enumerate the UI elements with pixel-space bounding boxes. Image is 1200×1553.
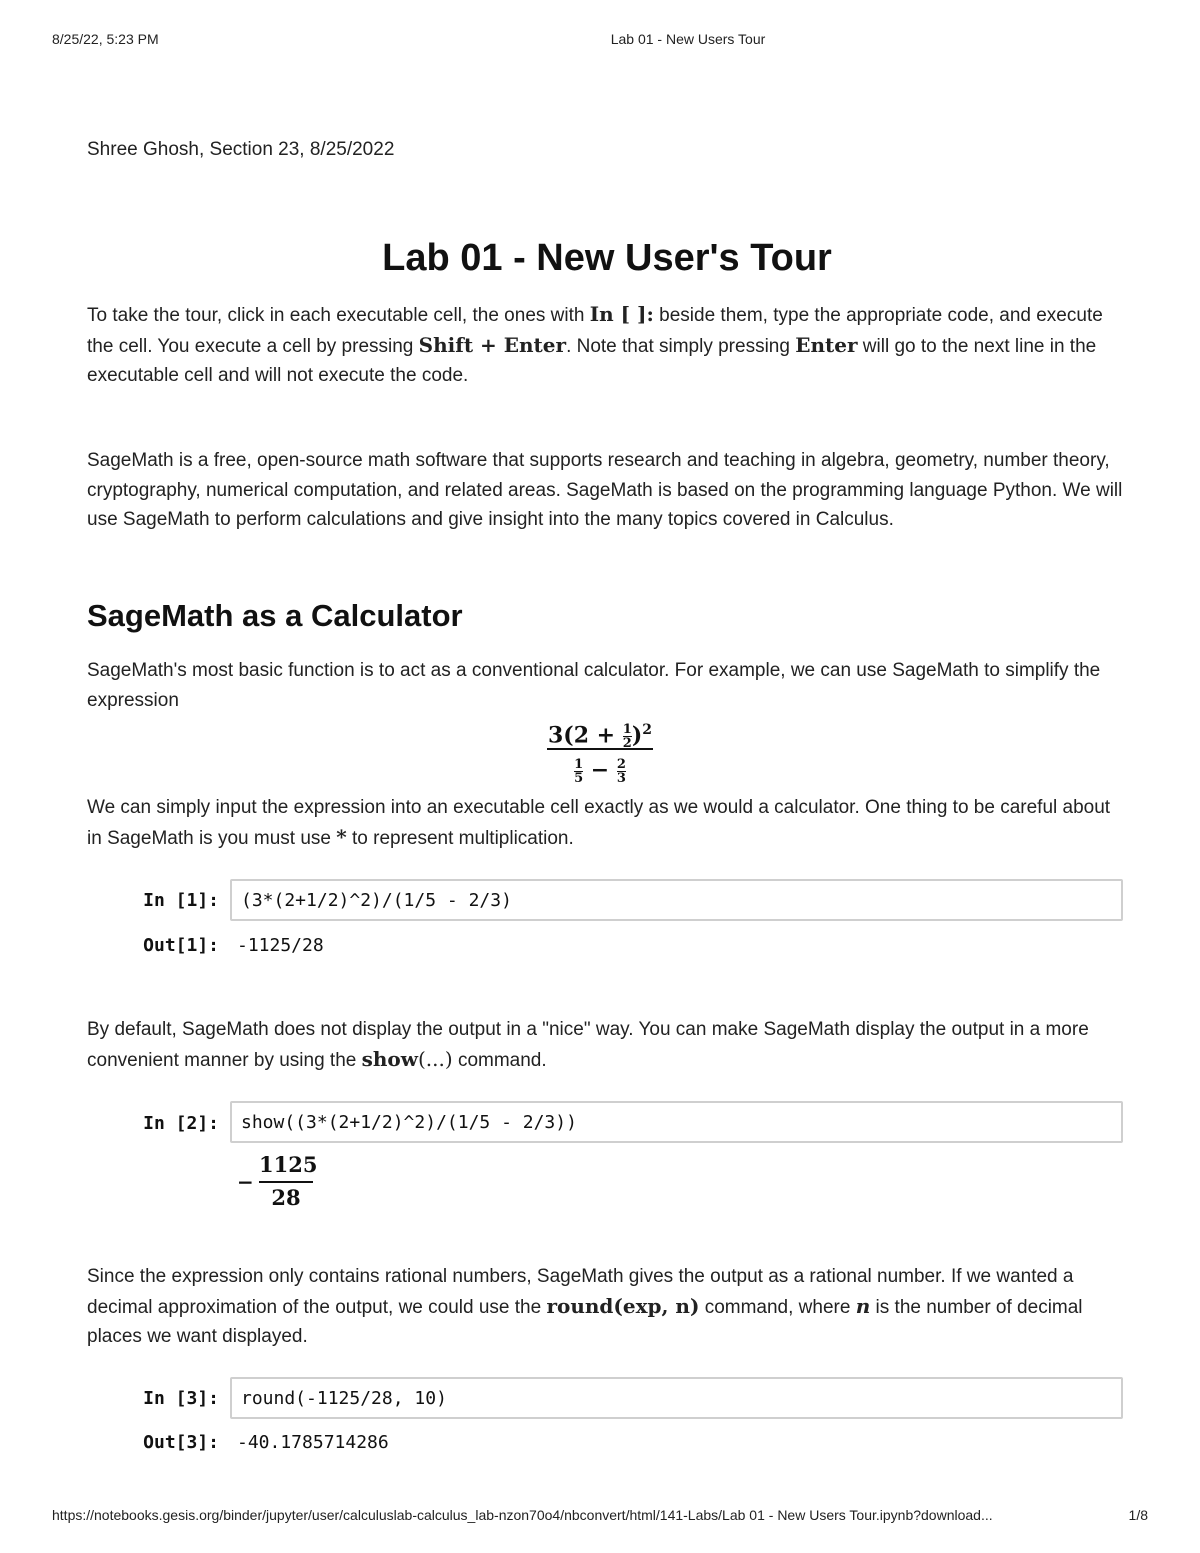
expression-numerator: 3(2 + $\frac{1}{2}$ )$^2$ [548,721,652,751]
cell-3-code-input[interactable] [230,1377,1123,1419]
cell-2-in-prompt: In [2]: [143,1113,219,1134]
show-note-paragraph: By default, SageMath does not display the output in a "nice" way. You can make SageMath display the output in a more convenient manner by using the show(...) command. [87,1019,1089,1071]
cell-3-out-prompt: Out[3]: [143,1432,219,1453]
about-paragraph: SageMath is a free, open-source math software that supports research and teaching in algebra, geometry, number theory, cryptography, numerical computation, and related areas. SageMath is based on the programming language Python. We will use SageMath to perform calculations and give insight into the many topics covered in Calculus. [87,450,1123,530]
output-fraction-bar [259,1181,313,1183]
section-heading: SageMath as a Calculator [87,598,463,633]
cell-1-output: -1125/28 [237,935,324,956]
round-command-math: round(exp, n) [546,1293,700,1318]
intro-paragraph: To take the tour, click in each executable cell, the ones with In [ ]: beside them, type the appropriate code, and execute the cell. You execute a cell by pressing Shift + Enter. Note that simply pressing Enter will go to the next line in the executable cell and will not execute the code. [87,302,1103,386]
expression-fraction [545,712,655,790]
shift-enter-math: Shift + Enter [418,332,567,357]
print-page-number: 1/8 [1128,1507,1148,1523]
output-minus-sign: − [237,1170,254,1194]
author-line: Shree Ghosh, Section 23, 8/25/2022 [87,139,395,160]
n-variable-math: n [855,1293,871,1318]
expression-denominator: $\frac{1}{5}$ − $\frac{2}{3}$ [574,756,626,786]
cell-3-code[interactable]: round(-1125/28, 10) [241,1388,447,1409]
cell-1-code-input[interactable] [230,879,1123,921]
asterisk-math: * [336,824,347,849]
enter-math: Enter [795,332,858,357]
round-note-paragraph: Since the expression only contains rational numbers, SageMath gives the output as a rational number. If we wanted a decimal approximation of the output, we could use the round(exp, n) command, where n is the number of decimal places we want displayed. [87,1266,1083,1347]
cell-2-code[interactable]: show((3*(2+1/2)^2)/(1/5 - 2/3)) [241,1112,577,1133]
output-numerator: 1125 [259,1152,318,1177]
multiplication-note: We can simply input the expression into an executable cell exactly as we would a calculator. One thing to be careful about in SageMath is you must use * to represent multiplication. [87,797,1111,849]
cell-3-output: -40.1785714286 [237,1432,389,1453]
print-doc-title: Lab 01 - New Users Tour [610,31,766,47]
calc-intro-paragraph: SageMath's most basic function is to act as a conventional calculator. For example, we can use SageMath to simplify the expression [87,660,1101,711]
output-denominator: 28 [271,1185,301,1210]
cell-1-out-prompt: Out[1]: [143,935,219,956]
cell-3-in-prompt: In [3]: [143,1388,219,1409]
cell-2-code-input[interactable] [230,1101,1123,1143]
in-prompt-math: In [ ]: [589,302,654,326]
print-url: https://notebooks.gesis.org/binder/jupyter/user/calculuslab-calculus_lab-nzon70o4/nbconvert/html/141-Labs/Lab 01 - New Users Tour.ipynb?download... [52,1507,993,1523]
page-title: Lab 01 - New User's Tour [382,237,832,279]
cell-1-in-prompt: In [1]: [143,890,219,911]
cell-1-code[interactable]: (3*(2+1/2)^2)/(1/5 - 2/3) [241,890,512,911]
print-datetime: 8/25/22, 5:23 PM [52,31,159,47]
show-command-math: show [361,1046,418,1071]
